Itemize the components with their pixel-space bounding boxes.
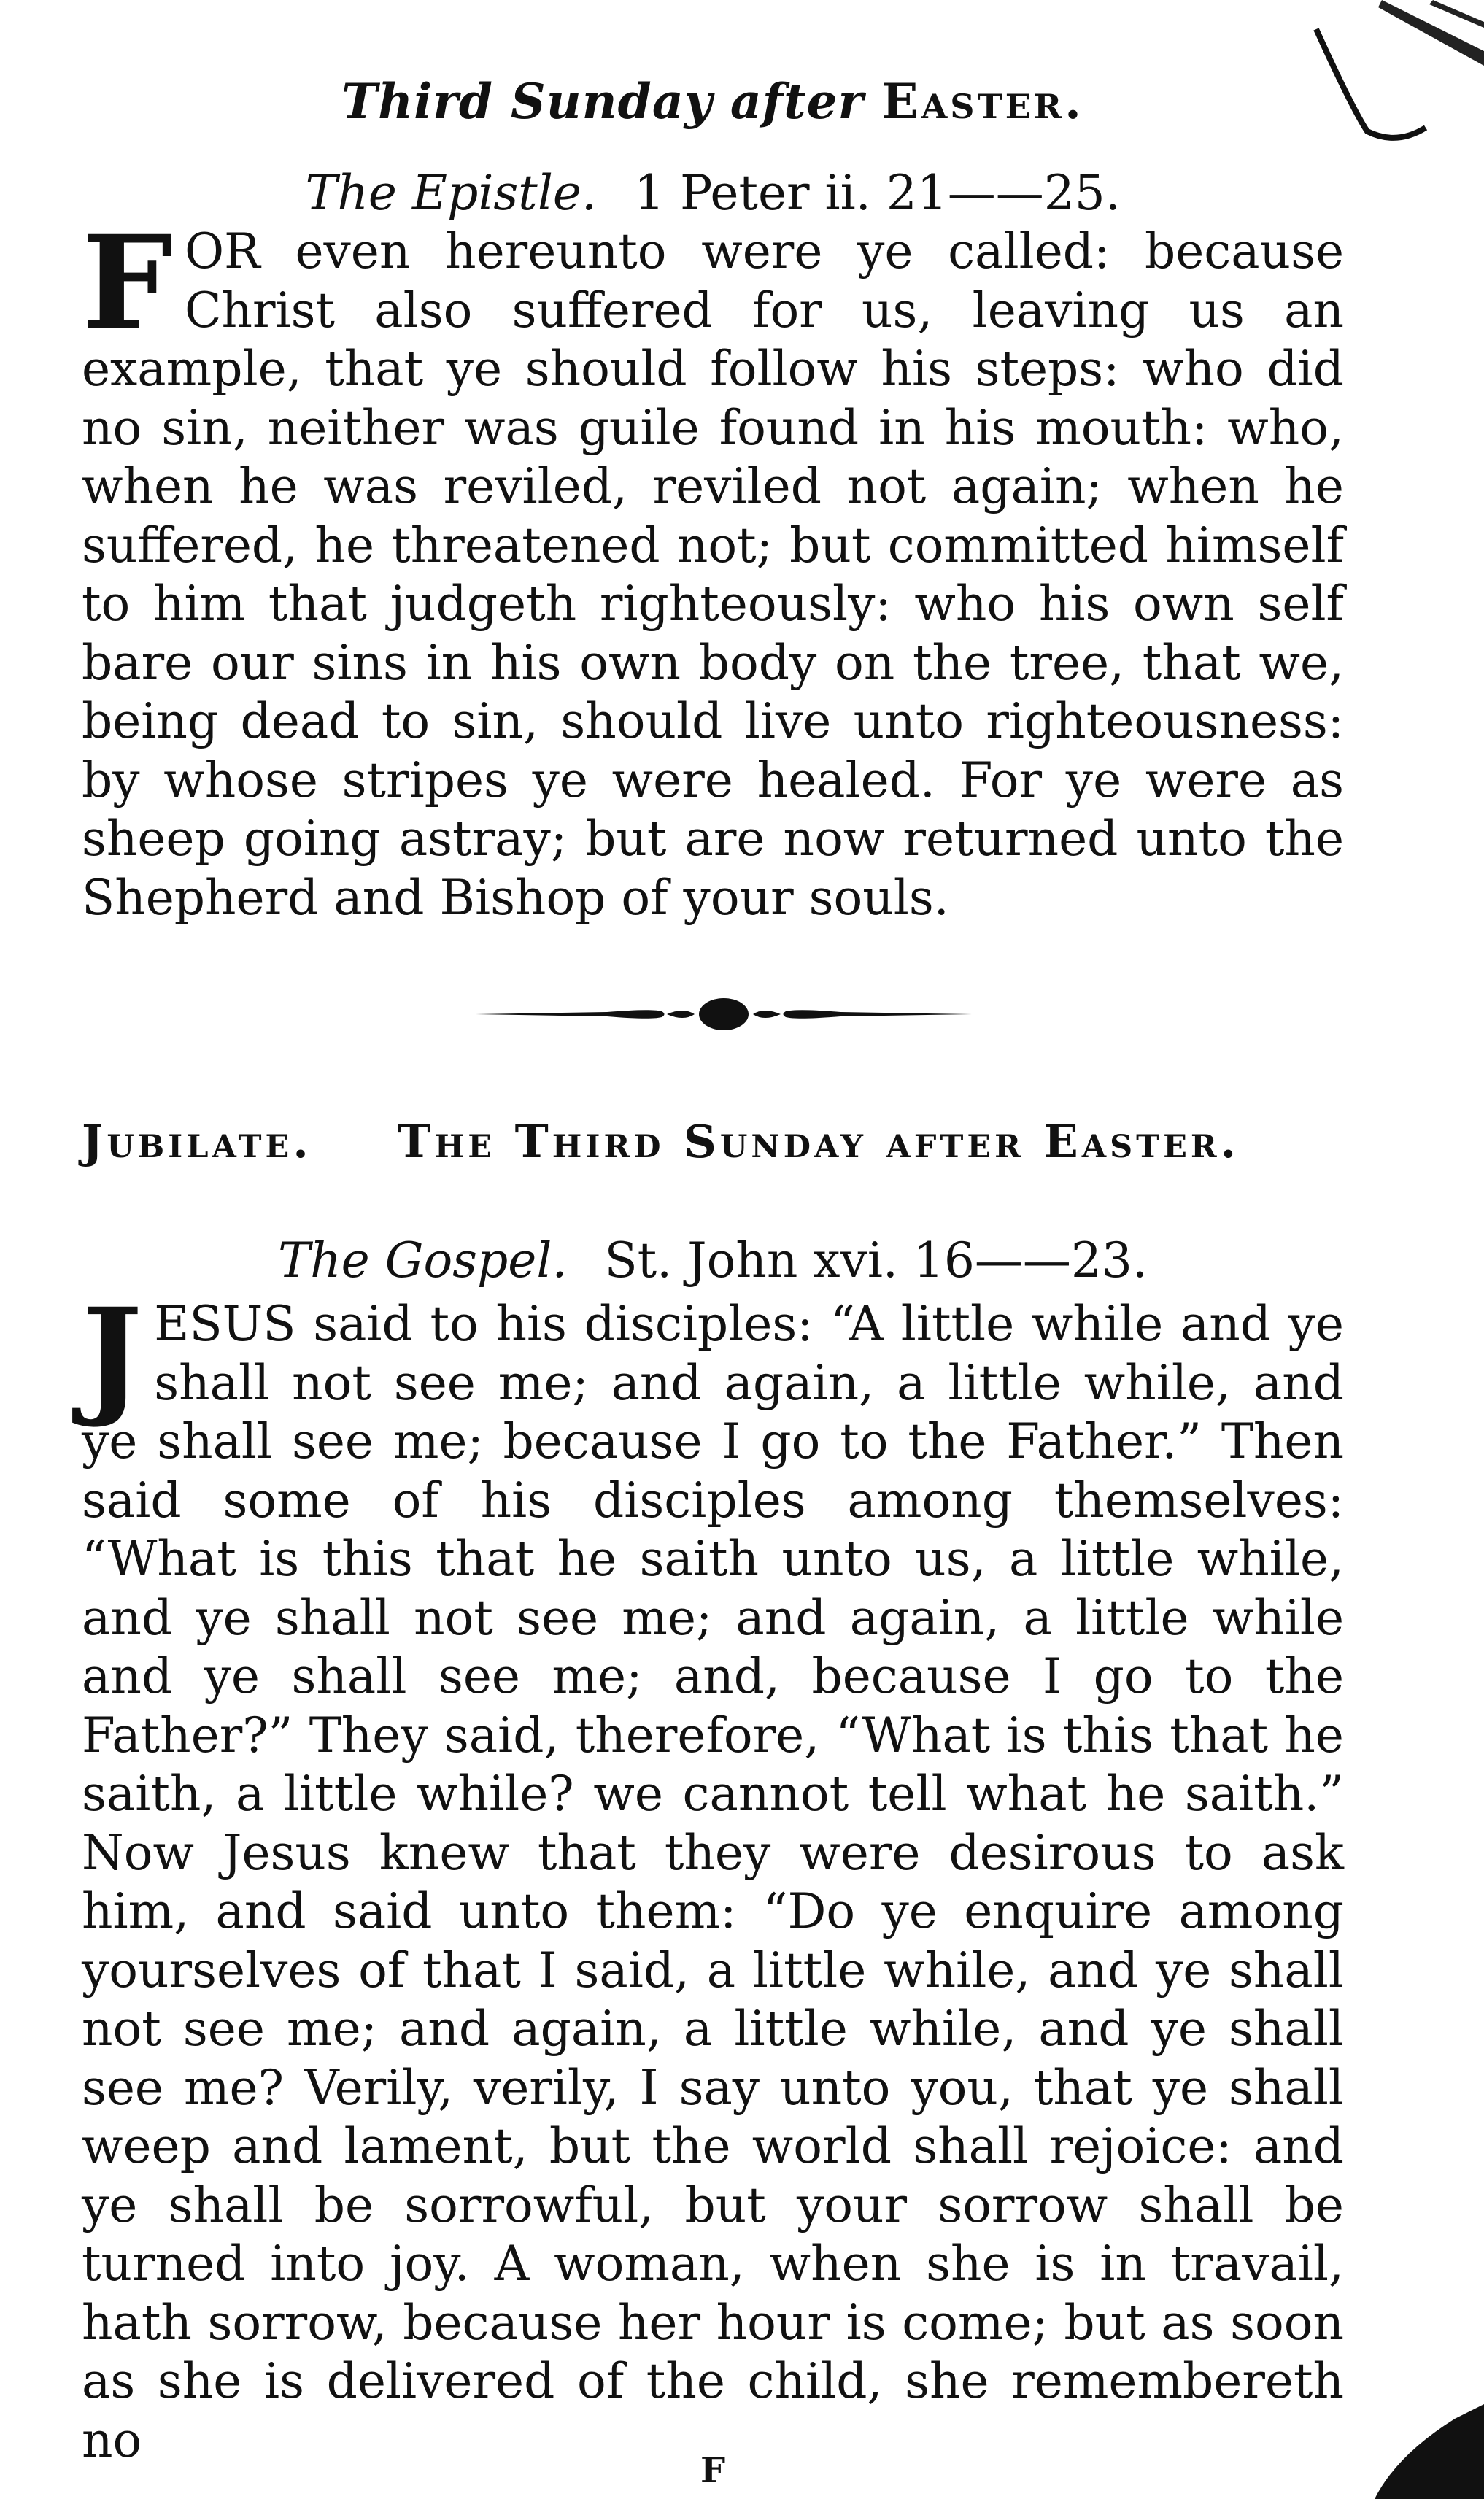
- sunday-title: The Third Sunday after Easter.: [397, 1115, 1240, 1168]
- epistle-drop-cap: F: [82, 207, 173, 358]
- epistle-label: The Epistle.: [305, 165, 597, 221]
- gospel-drop-cap: J: [82, 1280, 143, 1431]
- gospel-label: The Gospel.: [278, 1232, 568, 1289]
- ornamental-rule-icon: [476, 992, 972, 1036]
- gospel-heading: [82, 1232, 1344, 1289]
- running-head: [82, 73, 1344, 130]
- page-corner-stain-icon: [1367, 2375, 1484, 2499]
- running-head-title: Third Sunday after: [341, 73, 882, 130]
- book-page: [82, 0, 1344, 2499]
- gospel-reference: St. John xvi. 16——23.: [604, 1232, 1148, 1289]
- sunday-heading: [82, 1115, 1344, 1168]
- gospel-body: [82, 1280, 1344, 2470]
- epistle-body: [82, 207, 1344, 927]
- running-head-emphasis: Easter.: [881, 73, 1085, 130]
- epistle-reference: 1 Peter ii. 21——25.: [633, 165, 1121, 221]
- epistle-heading: [82, 165, 1344, 221]
- signature-mark: F: [700, 2450, 726, 2491]
- epistle-text: OR even hereunto were ye called: because Christ also suffered for us, leaving us an example, that ye should follow his steps: who did no sin, neither was guile found in his mouth: who, when he was reviled, reviled not again; when he suffered, he threatened not; but committed himself to him that judgeth righteously: who his own self bare our sins in his own body on the tree, that we, being dead to sin, should live unto righteousness: by whose stripes ye were healed. For ye were as sheep going astray; but are now returned unto the Shepherd and Bishop of your souls.: [82, 223, 1344, 926]
- sunday-name: Jubilate.: [82, 1115, 312, 1168]
- page-corner-mark-icon: [1251, 0, 1484, 161]
- gospel-text: ESUS said to his disciples: “A little while and ye shall not see me; and again, a little while, and ye shall see me; because I go to the Father.” Then said some of his disciples among themselves: “What is this that he saith unto us, a little while, and ye shall not see me; and again, a little while and ye shall see me; and, because I go to the Father?” They said, therefore, “What is this that he saith, a little while? we cannot tell what he saith.” Now Jesus knew that they were desirous to ask him, and said unto them: “Do ye enquire among yourselves of that I said, a little while, and ye shall not see me; and again, a little while, and ye shall see me? Verily, verily, I say unto you, that ye shall weep and lament, but the world shall rejoice: and ye shall be sorrowful, but your sorrow shall be turned into joy. A woman, when she is in travail, hath sorrow, because her hour is come; but as soon as she is delivered of the child, she remembereth no: [82, 1296, 1344, 2468]
